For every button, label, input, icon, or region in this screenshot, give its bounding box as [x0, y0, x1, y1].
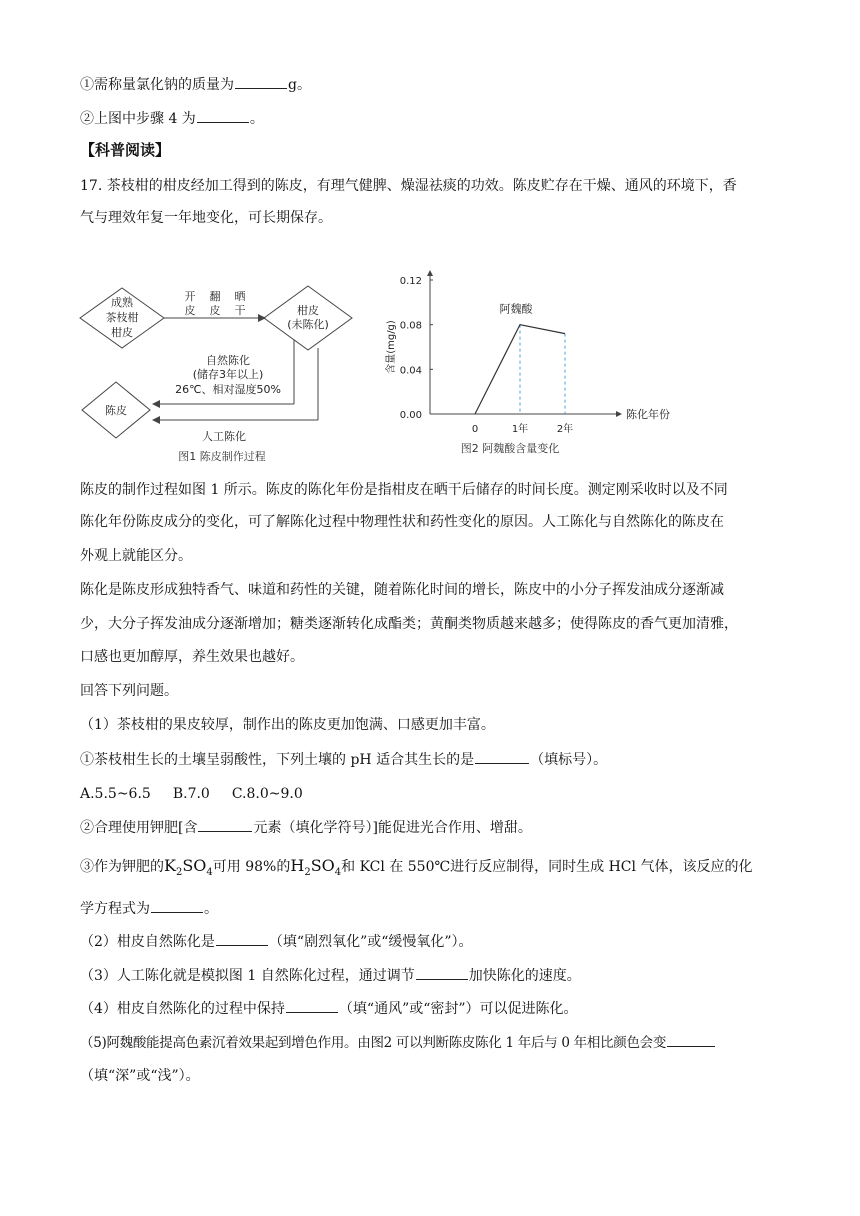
y-tick-label: 0.12: [399, 276, 422, 287]
question-1c: ③作为钾肥的$K_2SO_4$可用 98%的$H_2SO_4$和 KCl 在 550℃进行反应制得，同时生成 HCl 气体，该反应的化: [80, 856, 753, 879]
x-tick-label: 2年: [556, 424, 574, 435]
question-1a: ①茶枝柑生长的土壤呈弱酸性，下列土壤的 pH 适合其生长的是 （填标号）。: [80, 749, 607, 770]
intro-line: 气与理效年复一年地变化，可长期保存。: [80, 210, 332, 226]
node-text: (未陈化): [287, 318, 329, 331]
natural-aging-label: 26℃、相对湿度50%: [175, 383, 281, 396]
step-label: 晒: [234, 290, 246, 303]
answer-blank[interactable]: [286, 998, 338, 1013]
question-5: （5)阿魏酸能提高色素沉着效果起到增色作用。由图2 可以判断陈皮陈化 1 年后与 0 年相比颜色会变: [80, 1032, 716, 1053]
figure-caption: 图1 陈皮制作过程: [178, 450, 266, 463]
option-a: A.5.5~6.5: [80, 786, 151, 802]
formula-k2so4: $K_2SO_4$: [164, 856, 213, 879]
section-heading: 【科普阅读】: [80, 141, 171, 159]
options-row: [80, 784, 325, 804]
artificial-aging-label: 人工陈化: [202, 430, 246, 443]
paragraph-line: 外观上就能区分。: [80, 548, 192, 564]
y-tick-label: 0.00: [399, 410, 422, 421]
x-axis-label: 陈化年份: [626, 408, 670, 421]
figure-caption: 图2 阿魏酸含量变化: [460, 442, 560, 455]
question-line: ①需称量氯化钠的质量为 g。: [80, 74, 311, 95]
option-c: C.8.0~9.0: [231, 786, 303, 802]
x-tick-label: 1年: [511, 424, 529, 435]
node-text: 柑皮: [297, 304, 319, 317]
question-5-cont: （填“深”或“浅”）。: [80, 1068, 200, 1084]
answer-blank[interactable]: [235, 74, 287, 89]
answer-blank[interactable]: [416, 965, 468, 980]
y-axis-label: 含量(mg/g): [386, 320, 397, 374]
paragraph-line: 少，大分子挥发油成分逐渐增加；糖类逐渐转化成酯类；黄酮类物质越来越多；使得陈皮的香气更加清雅，: [80, 616, 738, 632]
node-text: 茶枝柑: [105, 311, 139, 324]
question-1b: ②合理使用钾肥[含 元素（填化学符号）]能促进光合作用、增甜。: [80, 817, 532, 838]
natural-aging-label: 自然陈化: [206, 354, 250, 367]
intro-line: 17. 茶枝柑的柑皮经加工得到的陈皮，有理气健脾、燥湿祛痰的功效。陈皮贮存在干燥、通风的环境下，香: [80, 178, 737, 194]
x-axis-arrow-icon: [616, 411, 622, 417]
series-annotation: 阿魏酸: [499, 302, 533, 316]
question-4: （4）柑皮自然陈化的过程中保持 （填“通风”或“密封”）可以促进陈化。: [80, 998, 578, 1019]
option-b: B.7.0: [172, 786, 210, 802]
node-text: 柑皮: [111, 326, 133, 339]
natural-aging-label: (储存3年以上): [192, 368, 264, 381]
x-tick-label: 0: [471, 424, 479, 435]
y-tick-label: 0.08: [399, 320, 422, 332]
step-label: 皮: [209, 304, 221, 317]
y-axis-arrow-icon: [427, 270, 433, 276]
answer-blank[interactable]: [197, 108, 249, 123]
figure1-process-diagram: [78, 270, 378, 470]
question-2: （2）柑皮自然陈化是 （填“剧烈氧化”或“缓慢氧化”）。: [80, 931, 473, 952]
figure2-line-chart: [380, 266, 700, 466]
question-1c-cont: 学方程式为 。: [80, 898, 218, 919]
paragraph-line: 陈皮的制作过程如图 1 所示。陈皮的陈化年份是指柑皮在晒干后储存的时间长度。测定刚采收时以及不同: [80, 482, 728, 498]
answer-prompt: 回答下列问题。: [80, 683, 178, 699]
question-3: （3）人工陈化就是模拟图 1 自然陈化过程，通过调节 加快陈化的速度。: [80, 965, 581, 986]
step-label: 干: [234, 304, 246, 317]
paragraph-line: 陈化是陈皮形成独特香气、味道和药性的关键，随着陈化时间的增长，陈皮中的小分子挥发油成分逐渐减: [80, 582, 724, 598]
answer-blank[interactable]: [216, 931, 268, 946]
step-label: 翻: [209, 290, 221, 303]
question-line: ②上图中步骤 4 为 。: [80, 108, 264, 129]
paragraph-line: 陈化年份陈皮成分的变化，可了解陈化过程中物理性状和药性变化的原因。人工陈化与自然陈化的陈皮在: [80, 514, 724, 530]
arrowhead-icon: [152, 416, 160, 424]
step-label: 皮: [184, 304, 196, 317]
question-1: （1）茶枝柑的果皮较厚，制作出的陈皮更加饱满、口感更加丰富。: [80, 717, 495, 733]
step-label: 开: [184, 290, 196, 303]
answer-blank[interactable]: [667, 1032, 715, 1047]
node-text: 成熟: [111, 296, 133, 309]
paragraph-line: 口感也更加醇厚，养生效果也越好。: [80, 649, 304, 665]
answer-blank[interactable]: [198, 817, 252, 832]
node-text: 陈皮: [105, 404, 127, 417]
arrowhead-icon: [152, 400, 160, 408]
answer-blank[interactable]: [475, 749, 529, 764]
y-tick-label: 0.04: [399, 365, 422, 377]
formula-h2so4: $H_2SO_4$: [290, 856, 342, 879]
answer-blank[interactable]: [151, 898, 203, 913]
